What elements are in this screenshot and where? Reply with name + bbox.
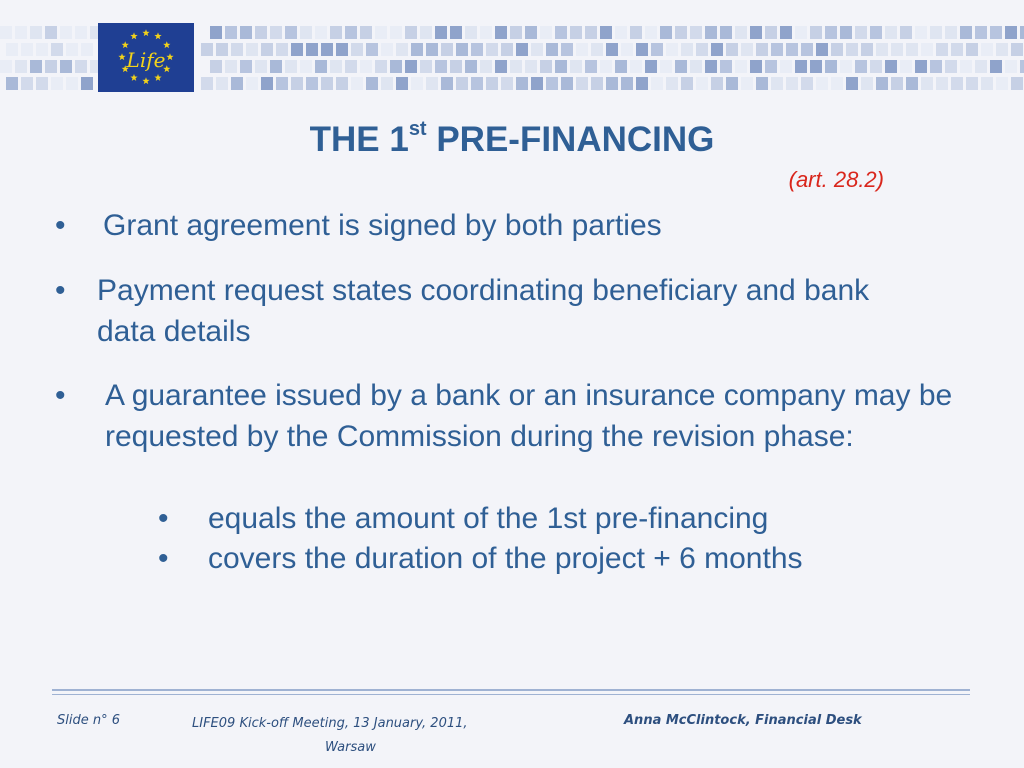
title-suffix: PRE-FINANCING: [426, 120, 715, 159]
sub-list-item: [158, 498, 938, 539]
slide-number: Slide n° 6: [57, 713, 121, 728]
life-logo-text: Life: [126, 48, 166, 72]
footer-location: Warsaw: [325, 740, 376, 755]
star-icon: [130, 32, 137, 39]
article-reference: (art. 28.2): [788, 167, 884, 192]
star-icon: [166, 53, 173, 60]
eu-stars-icon: [98, 23, 194, 92]
sub-bullet-text: equals the amount of the 1st pre-financing: [208, 502, 769, 535]
page-title: [0, 118, 1024, 160]
sub-list-item: [158, 538, 938, 579]
bullet-dot: •: [158, 502, 169, 535]
title-superscript: st: [408, 118, 427, 140]
star-icon: [142, 29, 149, 36]
footer-author: Anna McClintock, Financial Desk: [624, 713, 862, 728]
sub-bullet-text: covers the duration of the project + 6 months: [208, 542, 803, 575]
bullet-text: A guarantee issued by a bank or an insurance company may be requested by the Commission during the revision phase:: [105, 379, 953, 453]
star-icon: [154, 74, 161, 81]
bullet-dot: •: [55, 209, 66, 242]
star-icon: [154, 32, 161, 39]
life-logo: [98, 23, 194, 92]
bullet-dot: •: [158, 542, 169, 575]
footer-divider: [52, 689, 970, 695]
star-icon: [118, 53, 125, 60]
list-item: [55, 270, 885, 352]
star-icon: [130, 74, 137, 81]
bullet-text: Grant agreement is signed by both parties: [103, 209, 662, 242]
list-item: [55, 375, 960, 457]
star-icon: [142, 77, 149, 84]
bullet-dot: •: [55, 379, 66, 412]
bullet-text: Payment request states coordinating beneficiary and bank data details: [97, 274, 870, 348]
bullet-dot: •: [55, 274, 66, 307]
title-prefix: THE 1: [309, 120, 409, 159]
list-item: [55, 205, 955, 246]
footer-meeting: LIFE09 Kick-off Meeting, 13 January, 2011,: [192, 716, 468, 731]
